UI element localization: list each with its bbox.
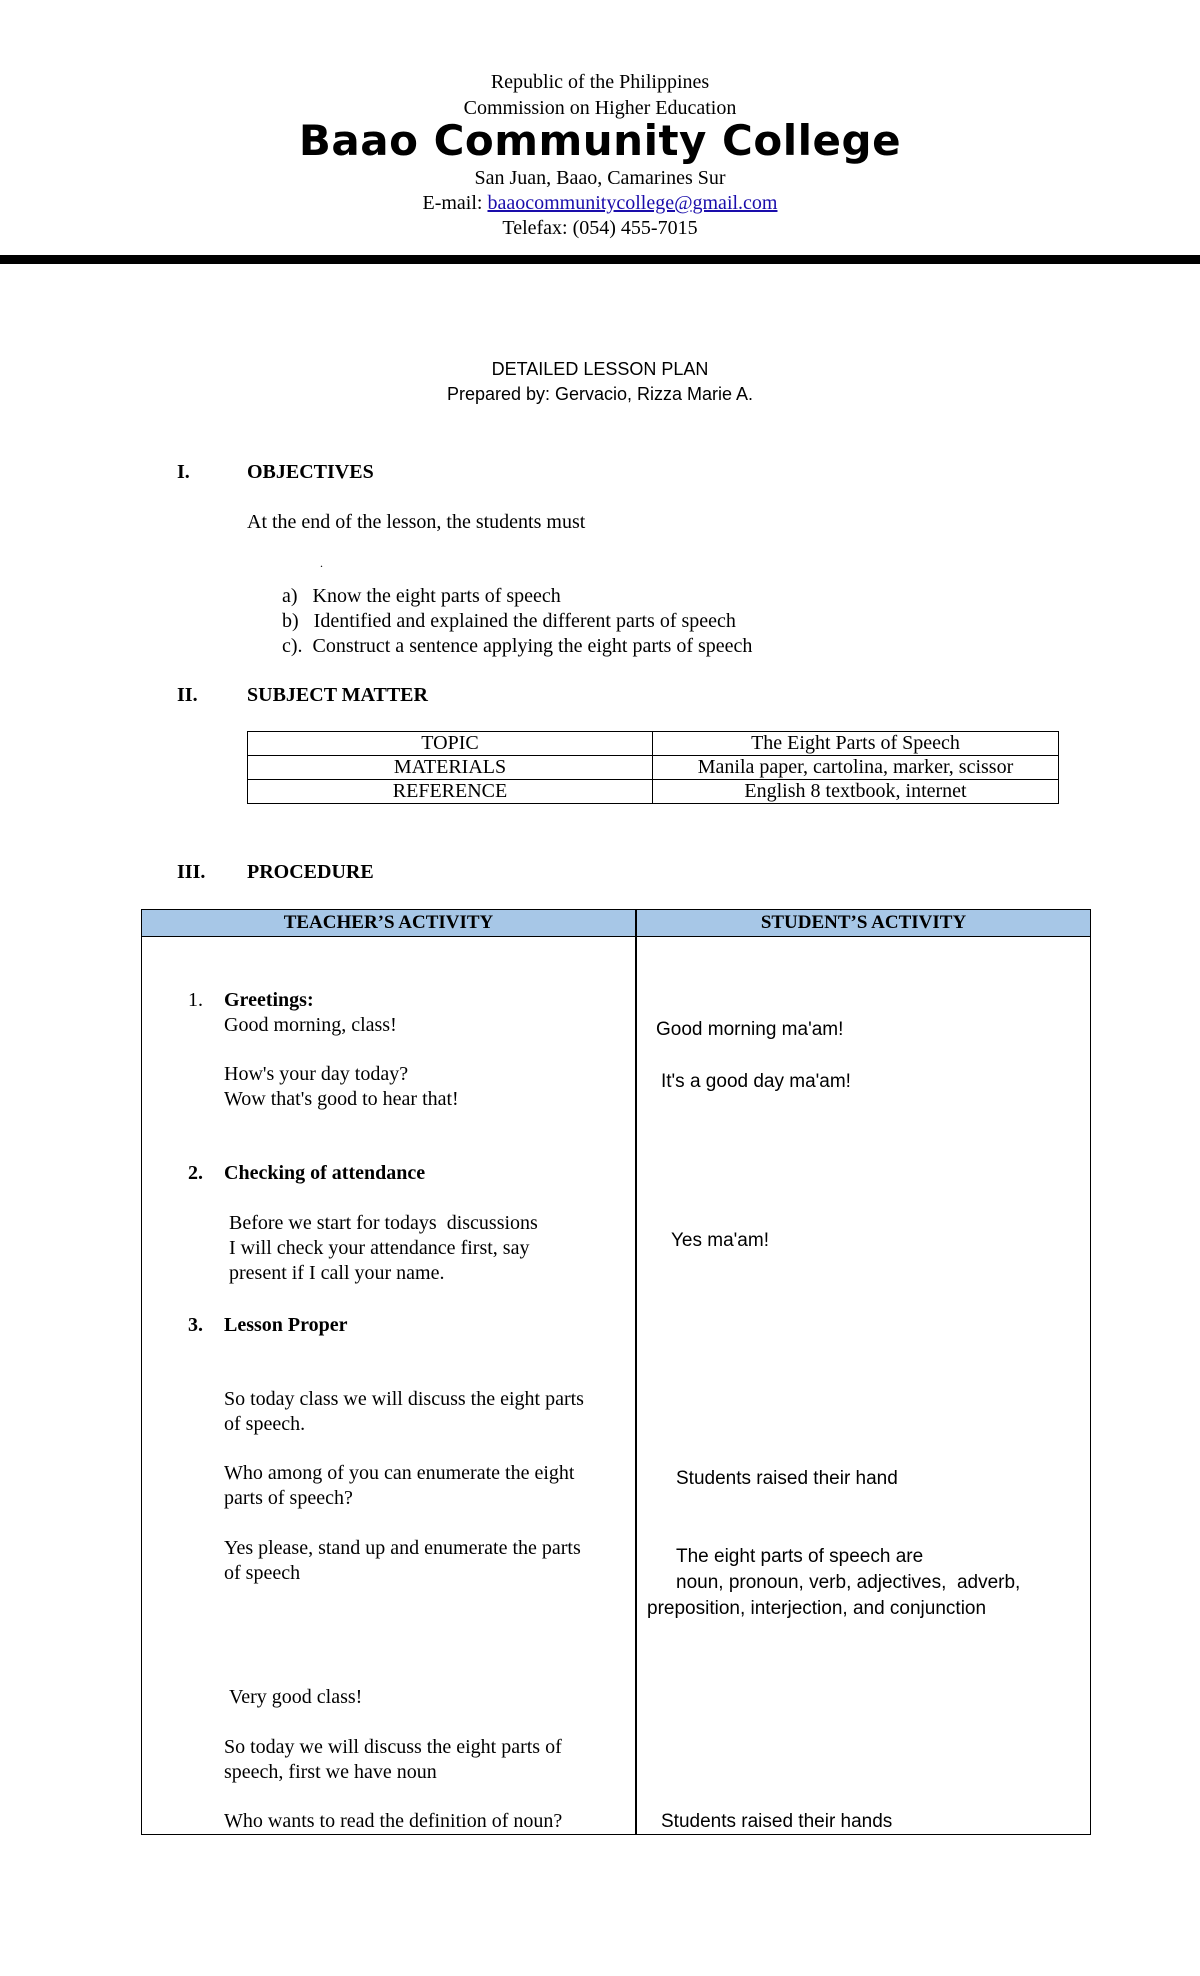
objectives-intro: At the end of the lesson, the students must [247, 511, 586, 533]
procedure-heading: PROCEDURE [247, 861, 374, 883]
objectives-heading: OBJECTIVES [247, 461, 374, 483]
republic-line: Republic of the Philippines [490, 71, 710, 93]
topic-value: The Eight Parts of Speech [653, 732, 1059, 756]
materials-value: Manila paper, cartolina, marker, scissor [653, 756, 1059, 780]
teacher-lesson-1: So today class we will discuss the eight parts [224, 1388, 584, 1410]
subject-matter-number: II. [177, 684, 198, 706]
objective-item-a: a) Know the eight parts of speech [282, 585, 561, 607]
materials-label: MATERIALS [248, 756, 653, 780]
college-name: Baao Community College [298, 116, 902, 165]
telefax-line: Telefax: (054) 455-7015 [502, 217, 698, 239]
reference-label: REFERENCE [248, 780, 653, 804]
subject-matter-heading: SUBJECT MATTER [247, 684, 428, 706]
teacher-greeting-1: Good morning, class! [224, 1014, 397, 1036]
student-activity-header: STUDENT’S ACTIVITY [760, 912, 967, 933]
commission-line: Commission on Higher Education [463, 97, 737, 119]
teacher-lesson-4: parts of speech? [224, 1487, 353, 1509]
procedure-table [141, 909, 1091, 1835]
objectives-number: I. [177, 461, 190, 483]
teacher-lesson-10: Who wants to read the definition of noun? [224, 1810, 563, 1832]
table-row [248, 756, 1059, 780]
teacher-lesson-2: of speech. [224, 1413, 306, 1435]
step-3-number: 3. [188, 1314, 203, 1336]
table-row [248, 780, 1059, 804]
teacher-activity-header: TEACHER’S ACTIVITY [283, 912, 494, 933]
student-response-6: Students raised their hands [661, 1811, 893, 1832]
teacher-lesson-7: Very good class! [229, 1686, 363, 1708]
topic-label: TOPIC [248, 732, 653, 756]
teacher-lesson-9: speech, first we have noun [224, 1761, 437, 1783]
teacher-attendance-2: I will check your attendance first, say [229, 1237, 530, 1259]
column-divider [635, 910, 637, 1834]
procedure-number: III. [177, 861, 206, 883]
teacher-lesson-5: Yes please, stand up and enumerate the parts [224, 1537, 581, 1559]
step-1-number: 1. [188, 989, 203, 1011]
step-3-title: Lesson Proper [224, 1314, 348, 1336]
teacher-attendance-1: Before we start for todays discussions [229, 1212, 538, 1234]
student-response-4: Students raised their hand [676, 1468, 898, 1489]
step-2-number: 2. [188, 1162, 203, 1184]
teacher-attendance-3: present if I call your name. [229, 1262, 445, 1284]
teacher-lesson-3: Who among of you can enumerate the eight [224, 1462, 575, 1484]
student-response-5a: The eight parts of speech are [676, 1546, 924, 1567]
student-response-2: It's a good day ma'am! [661, 1071, 851, 1092]
step-2-title: Checking of attendance [224, 1162, 426, 1184]
prepared-by: Prepared by: Gervacio, Rizza Marie A. [446, 384, 754, 404]
step-1-title: Greetings: [224, 989, 314, 1011]
teacher-lesson-8: So today we will discuss the eight parts of [224, 1736, 562, 1758]
objectives-dot: . [320, 556, 323, 570]
objective-item-b: b) Identified and explained the different parts of speech [282, 610, 736, 632]
student-response-3: Yes ma'am! [671, 1230, 769, 1251]
teacher-greeting-3: Wow that's good to hear that! [224, 1088, 459, 1110]
teacher-greeting-2: How's your day today? [224, 1063, 409, 1085]
plan-title: DETAILED LESSON PLAN [491, 359, 709, 379]
table-row [248, 732, 1059, 756]
email-label: E-mail: [422, 192, 488, 214]
student-response-1: Good morning ma'am! [656, 1019, 844, 1040]
subject-matter-table [247, 731, 1059, 804]
header-divider [0, 255, 1200, 264]
objective-item-c: c). Construct a sentence applying the eight parts of speech [282, 635, 753, 657]
teacher-lesson-6: of speech [224, 1562, 301, 1584]
student-response-5b: noun, pronoun, verb, adjectives, adverb, [676, 1572, 1021, 1593]
address-line: San Juan, Baao, Camarines Sur [474, 167, 726, 189]
email-link[interactable]: baaocommunitycollege@gmail.com [487, 192, 778, 214]
procedure-table-header [142, 910, 1090, 937]
reference-value: English 8 textbook, internet [653, 780, 1059, 804]
student-response-5c: preposition, interjection, and conjunction [647, 1598, 987, 1619]
email-line [0, 191, 1200, 215]
